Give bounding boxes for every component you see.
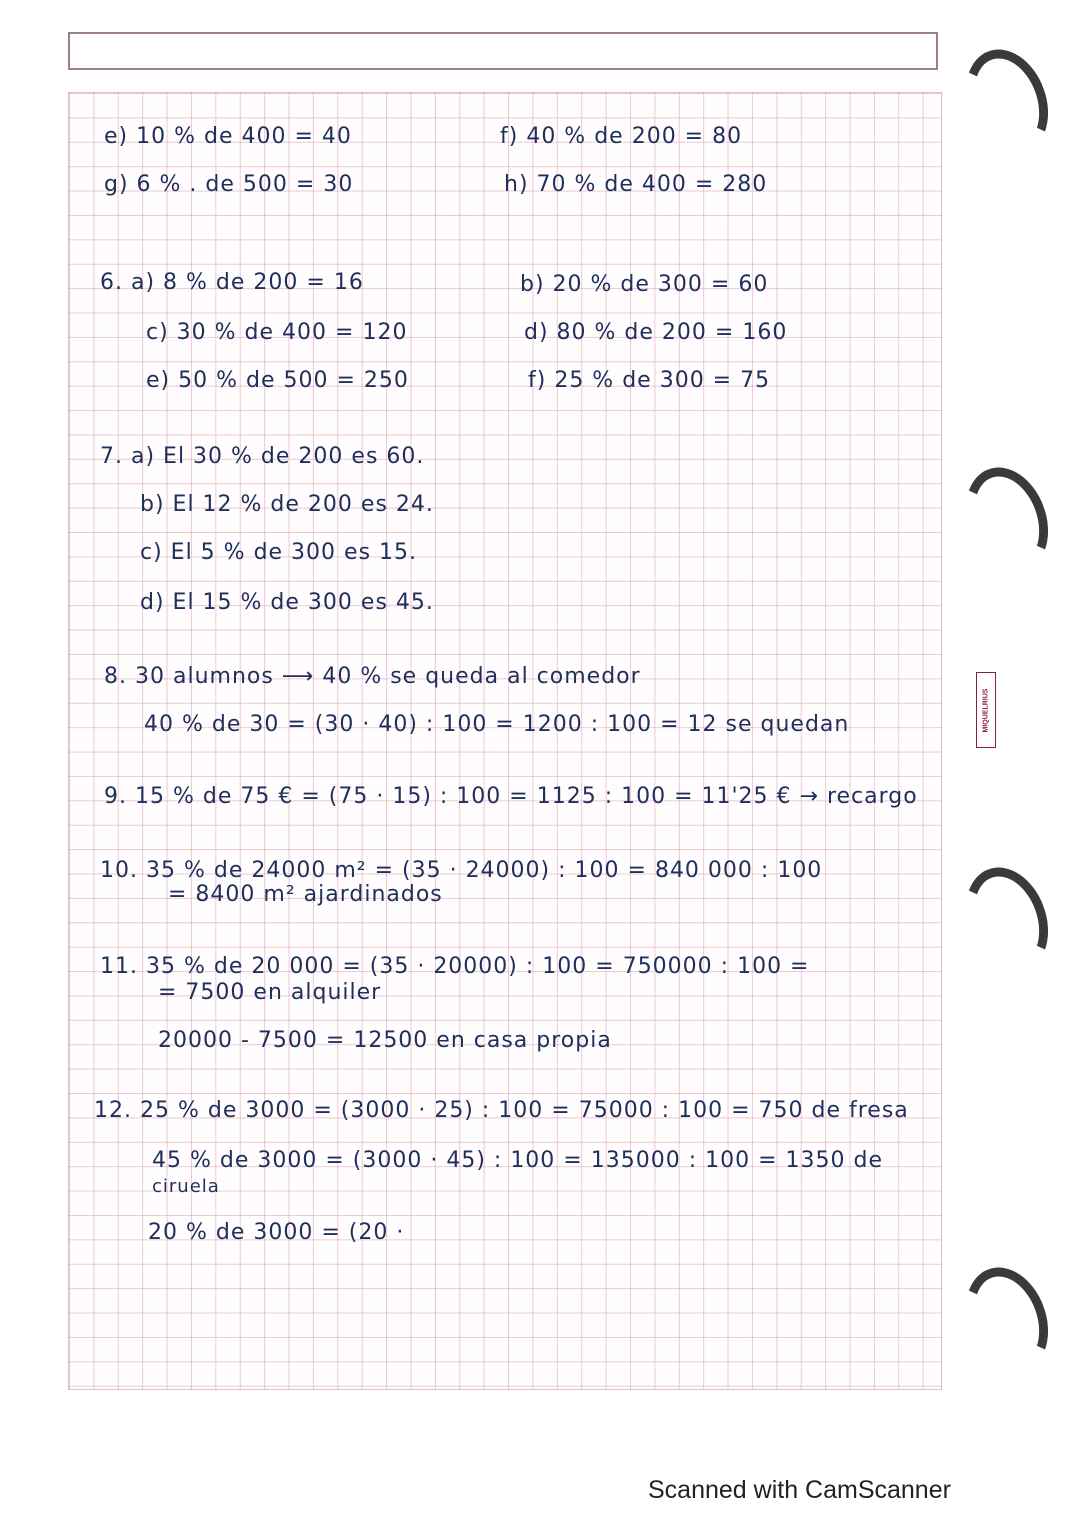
line-11b: = 7500 en alquiler — [158, 980, 382, 1005]
line-6e: e) 50 % de 500 = 250 — [146, 368, 409, 393]
scanner-watermark: Scanned with CamScanner — [648, 1476, 951, 1504]
line-8a: 8. 30 alumnos ⟶ 40 % se queda al comedor — [104, 664, 641, 689]
line-h: h) 70 % de 400 = 280 — [504, 172, 768, 197]
line-g: g) 6 % . de 500 = 30 — [104, 172, 354, 197]
line-6d: d) 80 % de 200 = 160 — [524, 320, 788, 345]
line-12d: 20 % de 3000 = (20 · — [148, 1220, 405, 1245]
line-11a: 11. 35 % de 20 000 = (35 · 20000) : 100 = 750000 : 100 = — [100, 954, 810, 979]
line-12c: ciruela — [152, 1176, 220, 1197]
line-7c: c) El 5 % de 300 es 15. — [140, 540, 418, 565]
line-e: e) 10 % de 400 = 40 — [104, 124, 352, 149]
line-11c: 20000 - 7500 = 12500 en casa propia — [158, 1028, 612, 1053]
line-10a: 10. 35 % de 24000 m² = (35 · 24000) : 100 = 840 000 : 100 — [100, 858, 823, 883]
notebook-header-box — [68, 32, 938, 70]
brand-tag — [976, 672, 996, 748]
binder-ring-icon — [952, 1256, 1062, 1384]
line-6c: c) 30 % de 400 = 120 — [146, 320, 408, 345]
brand-tag-label: MIQUELRIUS — [982, 688, 990, 732]
line-7b: b) El 12 % de 200 es 24. — [140, 492, 434, 517]
line-8b: 40 % de 30 = (30 · 40) : 100 = 1200 : 100 = 12 se quedan — [144, 712, 850, 737]
line-9: 9. 15 % de 75 € = (75 · 15) : 100 = 1125 : 100 = 11'25 € → recargo — [104, 784, 918, 809]
binder-ring-icon — [952, 38, 1062, 166]
line-7d: d) El 15 % de 300 es 45. — [140, 590, 434, 615]
line-12b: 45 % de 3000 = (3000 · 45) : 100 = 135000 : 100 = 1350 de — [152, 1148, 883, 1173]
line-10b: = 8400 m² ajardinados — [168, 882, 443, 907]
binder-ring-icon — [952, 856, 1062, 984]
line-f: f) 40 % de 200 = 80 — [500, 124, 743, 149]
line-12a: 12. 25 % de 3000 = (3000 · 25) : 100 = 75000 : 100 = 750 de fresa — [94, 1098, 909, 1123]
line-7a: 7. a) El 30 % de 200 es 60. — [100, 444, 425, 469]
binder-ring-icon — [952, 456, 1062, 584]
line-6b: b) 20 % de 300 = 60 — [520, 272, 769, 297]
line-6f: f) 25 % de 300 = 75 — [528, 368, 771, 393]
line-6a: 6. a) 8 % de 200 = 16 — [100, 270, 364, 295]
